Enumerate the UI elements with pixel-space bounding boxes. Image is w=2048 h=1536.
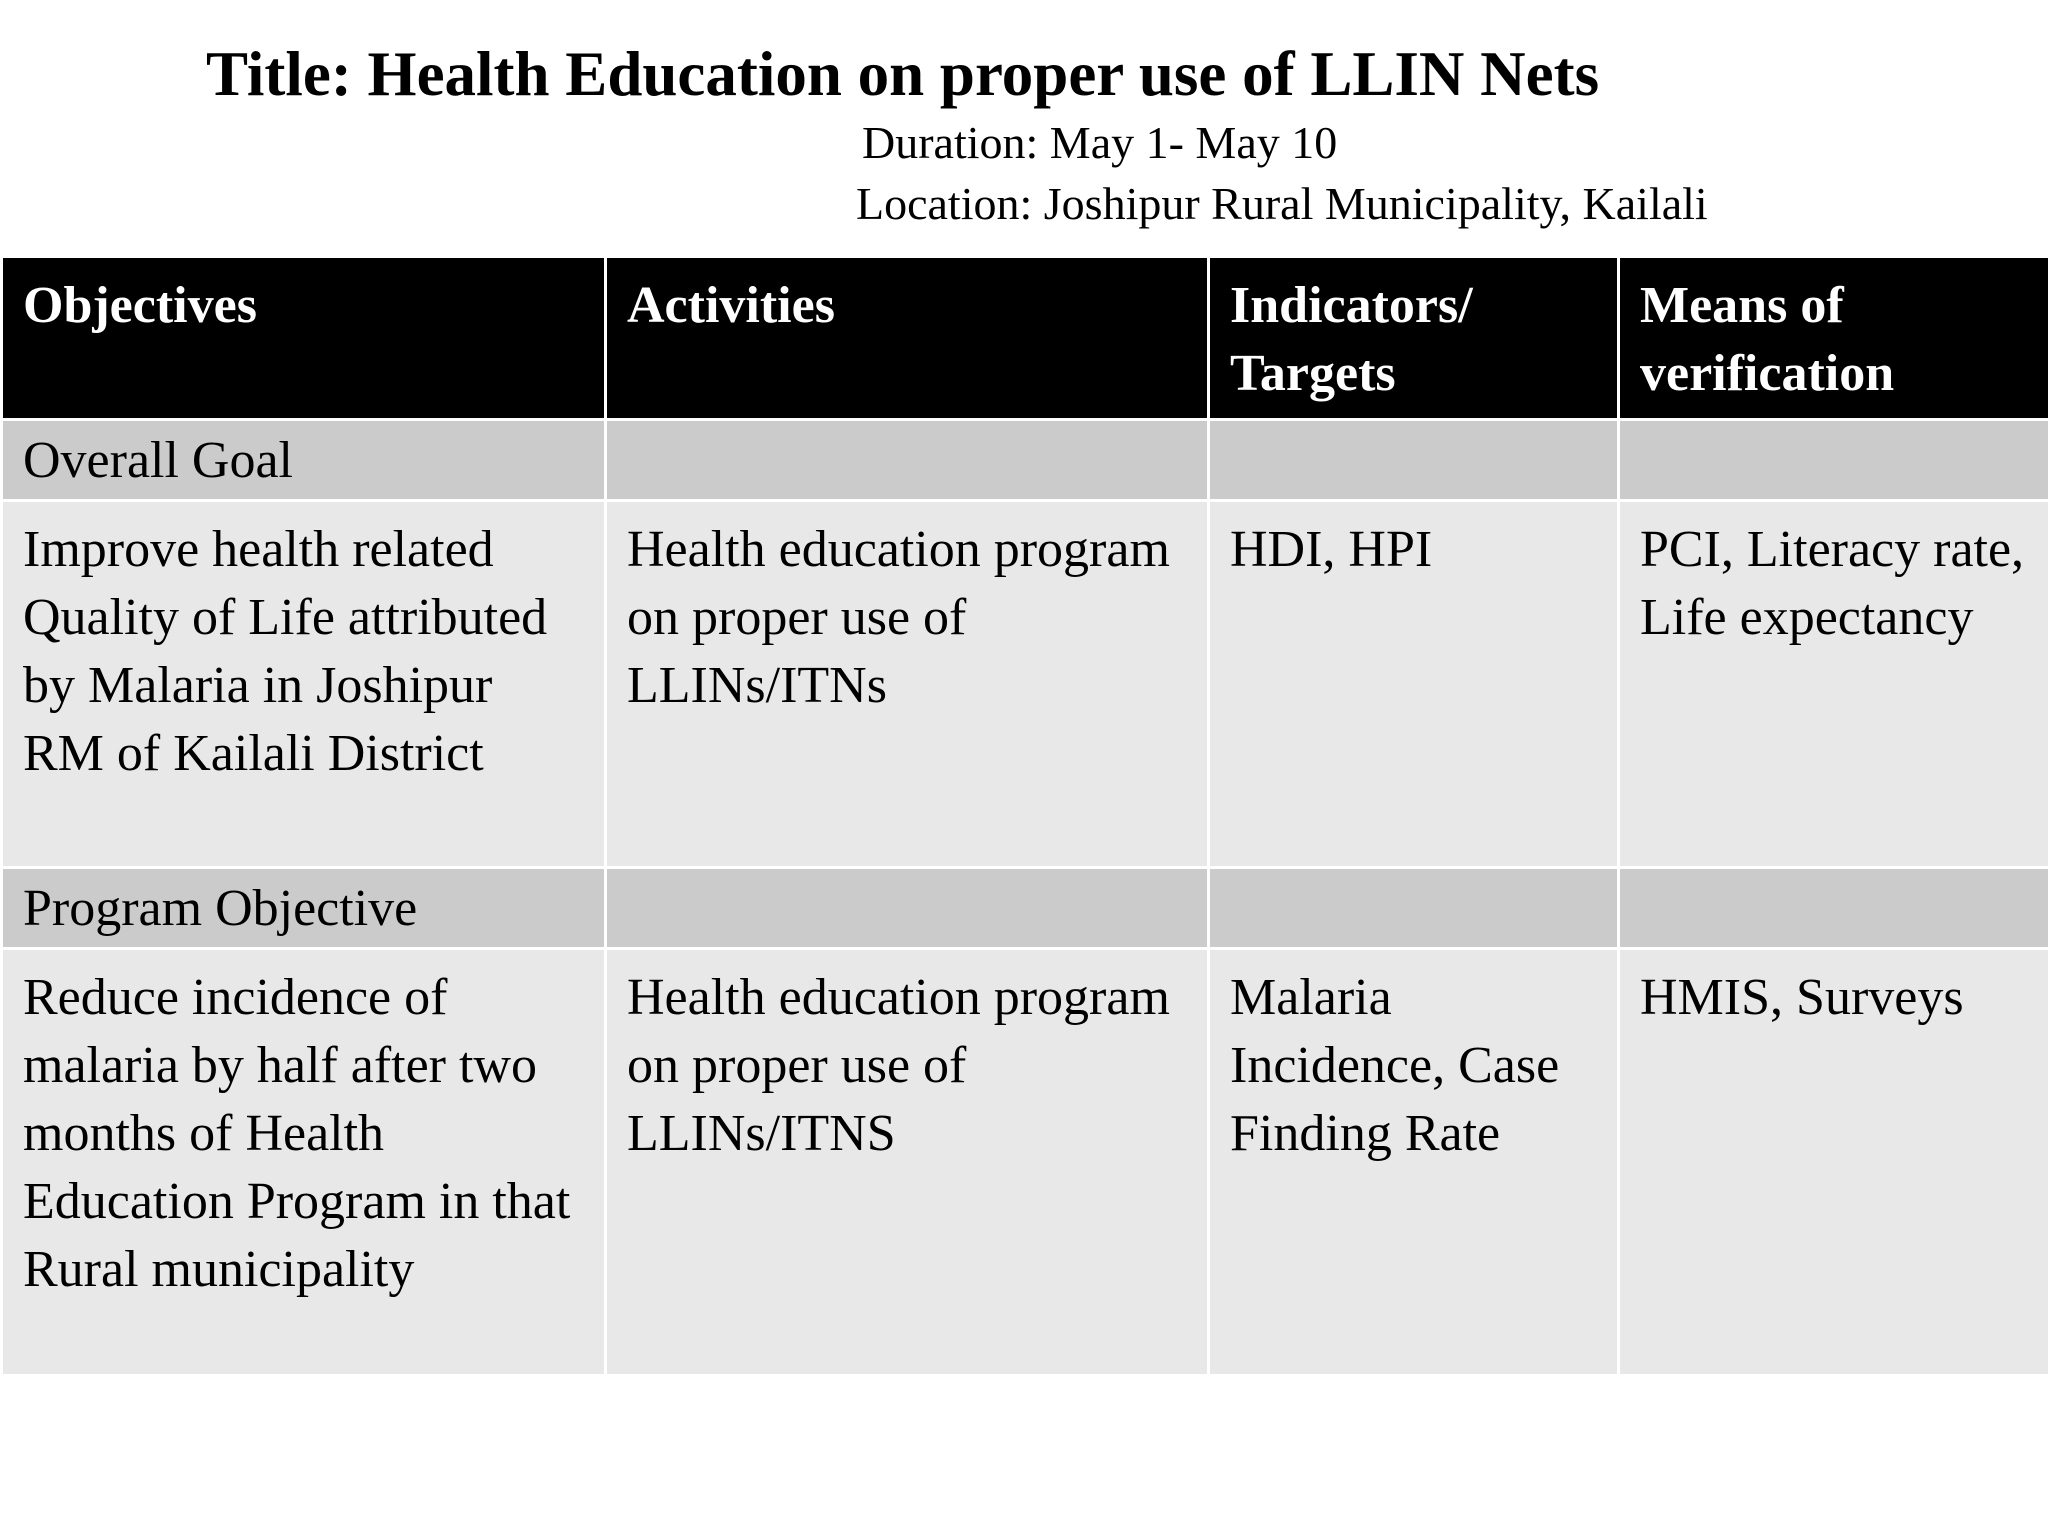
duration-text: Duration: May 1- May 10 [862, 117, 1338, 168]
section-empty-cell [1619, 420, 2048, 501]
section-empty-cell [606, 868, 1209, 949]
table-row-overall-goal [2, 501, 2048, 868]
cell-means: PCI, Literacy rate, Life expectancy [1619, 501, 2048, 868]
section-label-program-objective: Program Objective [2, 868, 606, 949]
table-header-row [2, 257, 2048, 420]
table-row-program-objective [2, 949, 2048, 1376]
cell-indicator: Malaria Incidence, Case Finding Rate [1209, 949, 1619, 1376]
section-empty-cell [606, 420, 1209, 501]
logframe-table [0, 255, 2048, 1377]
cell-means: HMIS, Surveys [1619, 949, 2048, 1376]
header-activities: Activities [606, 257, 1209, 420]
header-objectives: Objectives [2, 257, 606, 420]
cell-objective: Reduce incidence of malaria by half after two months of Health Education Program in that Rural municipality [2, 949, 606, 1376]
location-text: Location: Joshipur Rural Municipality, Kailali [856, 178, 1708, 229]
cell-activity: Health education program on proper use of LLINs/ITNS [606, 949, 1209, 1376]
page-title: Title: Health Education on proper use of LLIN Nets [206, 39, 1600, 109]
header-indicators-targets: Indicators/ Targets [1209, 257, 1619, 420]
section-row-program-objective [2, 868, 2048, 949]
cell-activity: Health education program on proper use of LLINs/ITNs [606, 501, 1209, 868]
section-empty-cell [1209, 420, 1619, 501]
cell-objective: Improve health related Quality of Life attributed by Malaria in Joshipur RM of Kailali District [2, 501, 606, 868]
section-row-overall-goal [2, 420, 2048, 501]
header-means-of-verification: Means of verification [1619, 257, 2048, 420]
section-empty-cell [1619, 868, 2048, 949]
section-label-overall-goal: Overall Goal [2, 420, 606, 501]
cell-indicator: HDI, HPI [1209, 501, 1619, 868]
section-empty-cell [1209, 868, 1619, 949]
